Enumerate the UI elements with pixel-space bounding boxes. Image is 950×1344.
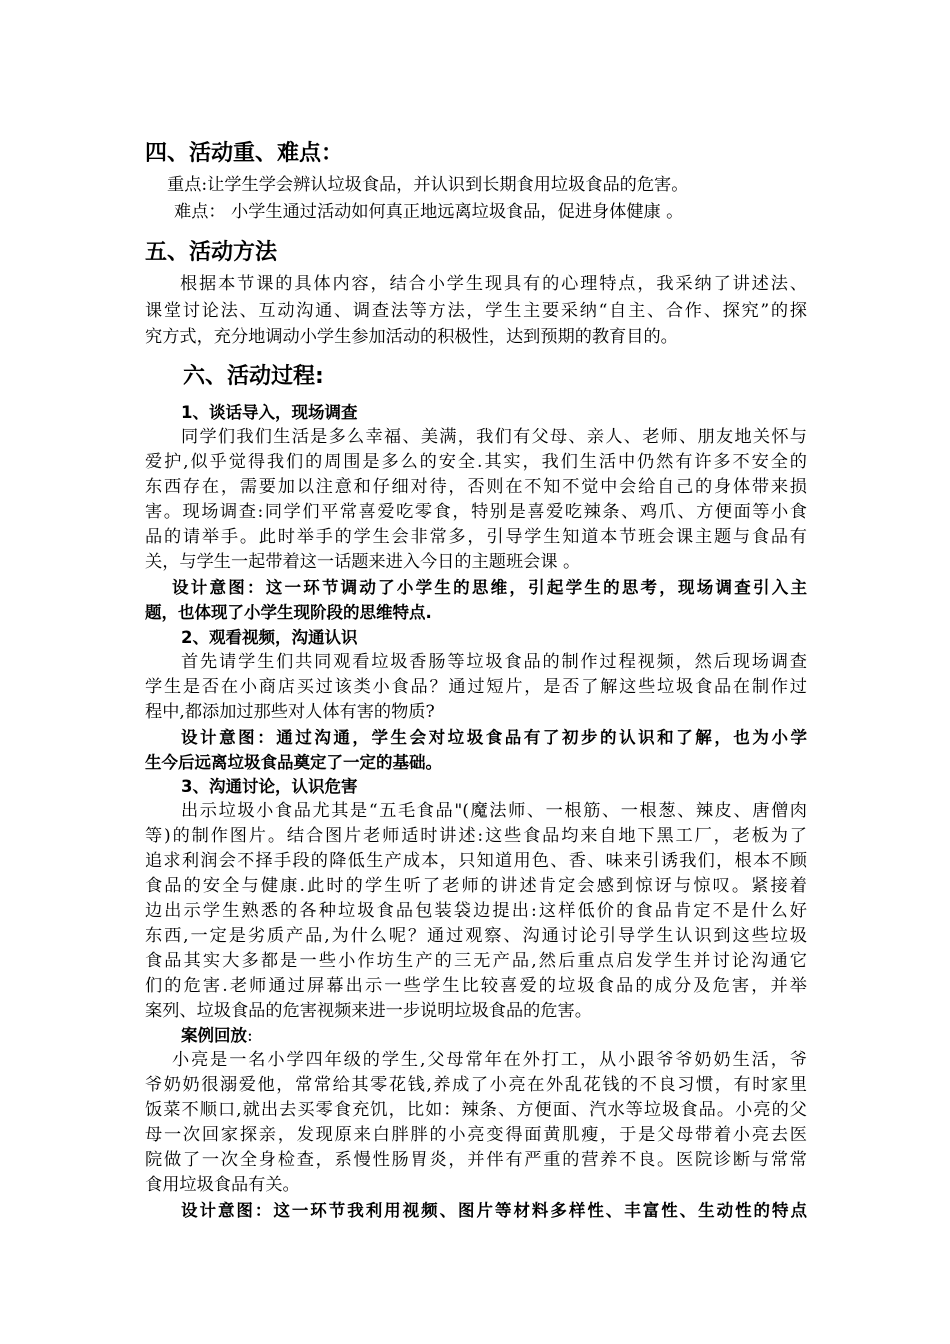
design-intent: 设计意图：这一环节我利用视频、图片等材料多样性、丰富性、生动性的特点 <box>181 1201 807 1220</box>
case-line: 母一次回家探亲，发现原来白胖胖的小亮变得面黄肌瘦，于是父母带着小亮去医 <box>145 1125 807 1145</box>
difficult-point: 难点： 小学生通过活动如何真正地远离垃圾食品，促进身体健康 。 <box>174 202 684 222</box>
paragraph-line: 食品其实大多都是一些小作坊生产的三无产品,然后重点启发学生并讨论沟通它 <box>145 951 807 971</box>
paragraph-line: 课堂讨论法、互动沟通、调查法等方法，学生主要采纳“自主、合作、探究”的探 <box>145 301 807 321</box>
step-3-title: 3、沟通讨论，认识危害 <box>181 777 358 796</box>
case-line: 食用垃圾食品有关。 <box>145 1175 300 1195</box>
paragraph-line: 出示垃圾小食品尤其是“五毛食品"(魔法师、一根筋、一根葱、辣皮、唐僧肉 <box>181 801 807 821</box>
paragraph-line: 学生是否在小商店买过该类小食品？通过短片，是否了解这些垃圾食品在制作过 <box>145 677 807 697</box>
design-intent: 设计意图：通过沟通，学生会对垃圾食品有了初步的认识和了解，也为小学 <box>181 728 807 747</box>
step-2-title: 2、观看视频，沟通认识 <box>181 628 358 647</box>
design-intent: 设计意图：这一环节调动了小学生的思维，引起学生的思考，现场调查引入主 <box>172 578 807 597</box>
paragraph-line: 同学们我们生活是多么幸福、美满，我们有父母、亲人、老师、朋友地关怀与 <box>181 427 807 447</box>
paragraph-line: 案列、垃圾食品的危害视频来进一步说明垃圾食品的危害。 <box>145 1001 592 1021</box>
step-1-title: 1、谈话导入，现场调查 <box>181 403 358 422</box>
section-5-heading: 五、活动方法 <box>145 240 278 265</box>
paragraph-line: 等)的制作图片。结合图片老师适时讲述:这些食品均来自地下黑工厂，老板为了 <box>145 826 807 846</box>
case-line: 饭菜不顺口,就出去买零食充饥，比如：辣条、方便面、汽水等垃圾食品。小亮的父 <box>145 1100 807 1120</box>
section-4-heading: 四、活动重、难点： <box>145 141 344 166</box>
paragraph-line: 关，与学生一起带着这一话题来进入今日的主题班会课 。 <box>145 552 581 572</box>
paragraph-line: 食品的安全与健康.此时的学生听了老师的讲述肯定会感到惊讶与惊叹。紧接着 <box>145 876 807 896</box>
paragraph-line: 害。现场调查:同学们平常喜爱吃零食，特别是喜爱吃辣条、鸡爪、方便面等小食 <box>145 502 807 522</box>
paragraph-line: 究方式，充分地调动小学生参加活动的积极性，达到预期的教育目的。 <box>145 327 678 347</box>
design-intent: 题，也体现了小学生现阶段的思维特点. <box>145 603 432 622</box>
paragraph-line: 们的危害.老师通过屏幕出示一些学生比较喜爱的垃圾食品的成分及危害，并举 <box>145 976 807 996</box>
paragraph-line: 首先请学生们共同观看垃圾香肠等垃圾食品的制作过程视频，然后现场调查 <box>181 652 807 672</box>
case-line: 院做了一次全身检查，系慢性肠胃炎，并伴有严重的营养不良。医院诊断与常常 <box>145 1150 807 1170</box>
section-6-heading: 六、活动过程: <box>183 364 324 389</box>
paragraph-line: 程中,都添加过那些对人体有害的物质? <box>145 702 435 722</box>
case-line: 小亮是一名小学四年级的学生,父母常年在外打工，从小跟爷爷奶奶生活，爷 <box>172 1050 807 1070</box>
key-point: 重点:让学生学会辨认垃圾食品，并认识到长期食用垃圾食品的危害。 <box>167 175 689 195</box>
paragraph-line: 东西,一定是劣质产品,为什么呢？通过观察、沟通讨论引导学生认识到这些垃圾 <box>145 926 807 946</box>
case-review-label-line <box>181 1022 807 1050</box>
design-intent: 生今后远离垃圾食品奠定了一定的基础。 <box>145 753 442 772</box>
paragraph-line: 东西存在，需要加以注意和仔细对待，否则在不知不觉中会给自己的身体带来损 <box>145 477 807 497</box>
paragraph-line: 根据本节课的具体内容，结合小学生现具有的心理特点，我采纳了讲述法、 <box>180 274 807 294</box>
paragraph-line: 品的请举手。此时举手的学生会非常多，引导学生知道本节班会课主题与食品有 <box>145 527 807 547</box>
paragraph-line: 爱护,似乎觉得我们的周围是多么的安全.其实，我们生活中仍然有许多不安全的 <box>145 452 807 472</box>
paragraph-line: 边出示学生熟悉的各种垃圾食品包装袋边提出:这样低价的食品肯定不是什么好 <box>145 901 807 921</box>
paragraph-line: 追求利润会不择手段的降低生产成本，只知道用色、香、味来引诱我们，根本不顾 <box>145 851 807 871</box>
case-review-colon: : <box>247 1026 253 1046</box>
case-line: 爷奶奶很溺爱他，常常给其零花钱,养成了小亮在外乱花钱的不良习惯，有时家里 <box>145 1075 807 1095</box>
case-review-label: 案例回放 <box>181 1026 247 1045</box>
